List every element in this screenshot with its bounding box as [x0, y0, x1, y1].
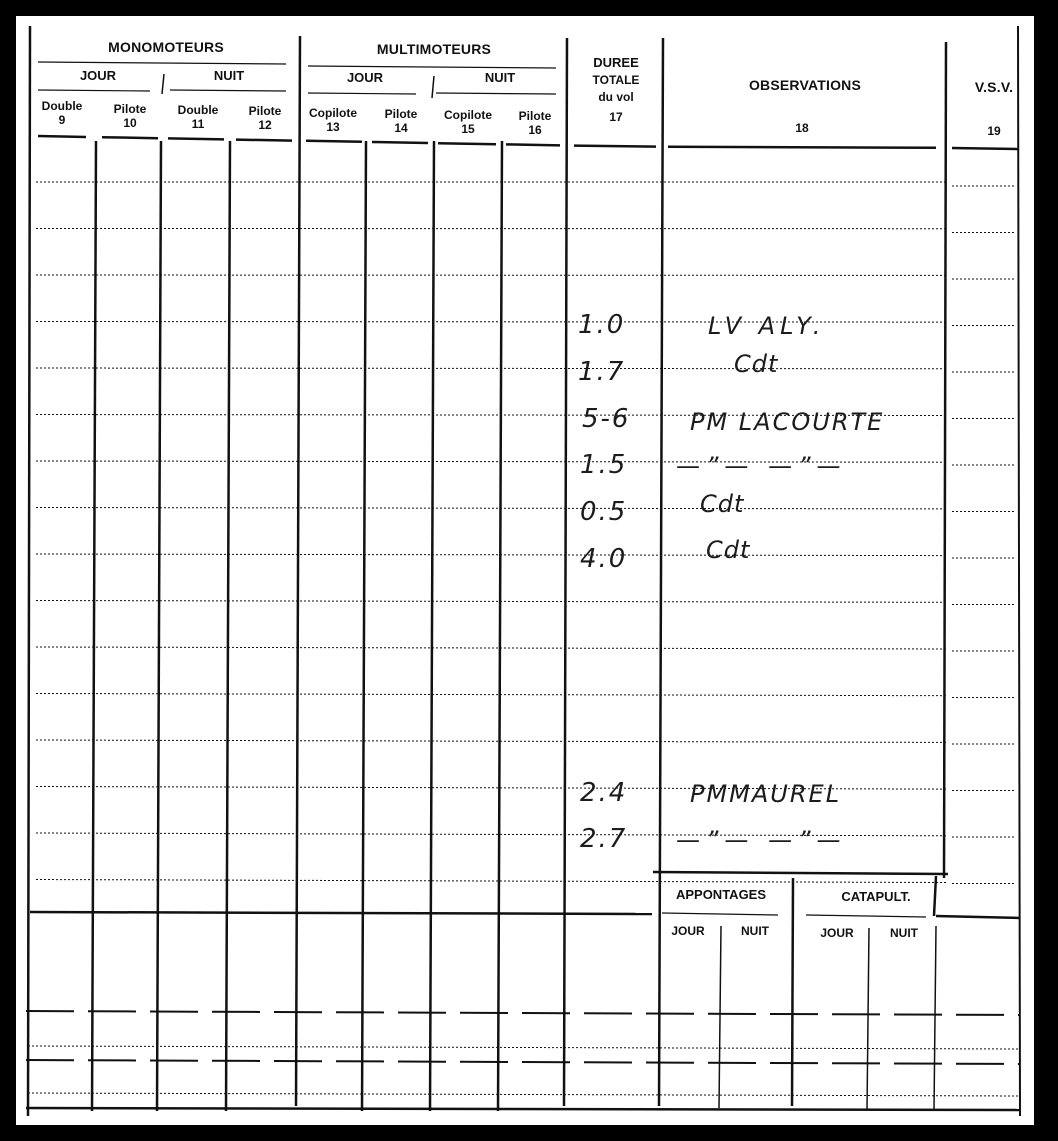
column-header-underline: [668, 147, 936, 148]
footer-dotted-line: [28, 1093, 1020, 1096]
col-header-11: Double 11: [177, 103, 219, 131]
entry-obs-4: —”— —”—: [676, 452, 847, 480]
col-header-9: Double 9: [41, 99, 83, 127]
subheader-underline: [436, 93, 556, 94]
footer-divider: [719, 926, 721, 1108]
footer-catapult-nuit: NUIT: [890, 926, 918, 940]
entry-duree-3: 5-6: [582, 404, 631, 434]
left-border: [28, 26, 30, 1116]
footer-separator: [936, 916, 1020, 918]
column-divider: [226, 141, 230, 1111]
column-header-underline: [438, 143, 496, 144]
header-multimoteurs: MULTIMOTEURS: [376, 41, 492, 57]
column-header-underline: [168, 138, 224, 139]
logbook-page: [16, 16, 1034, 1125]
entry-duree-6: 4.0: [580, 544, 628, 574]
divider-duree: [659, 38, 663, 1106]
header-vsv: V.S.V.: [974, 79, 1014, 95]
footer-dotted-line: [28, 1046, 1020, 1049]
footer-separator: [30, 912, 652, 914]
column-divider: [92, 141, 96, 1111]
col-header-18: 18: [795, 121, 809, 135]
group-divider-mono: [296, 36, 300, 1106]
column-header-underline: [952, 148, 1018, 149]
entry-duree-1: 1.0: [578, 310, 626, 340]
entry-ruling: [36, 694, 946, 696]
column-header-underline: [236, 140, 292, 141]
entry-duree-4: 1.5: [580, 450, 628, 480]
divider-observations: [944, 42, 946, 878]
footer-appontages-nuit: NUIT: [741, 924, 769, 938]
entry-ruling: [36, 508, 946, 509]
col-header-13: Copilote 13: [309, 106, 357, 134]
column-divider: [430, 141, 434, 1111]
subheader-divider: [432, 76, 434, 98]
subheader-underline: [308, 66, 556, 68]
col-header-10: Pilote 10: [113, 102, 147, 130]
entry-ruling: [36, 554, 946, 556]
entry-obs-1: LV ALY.: [708, 312, 826, 340]
header-duree-totale: DUREE TOTALE du vol 17: [592, 55, 640, 124]
entry-duree-2: 1.7: [578, 357, 626, 387]
footer-total-line: [26, 1011, 1020, 1015]
footer-catapult-jour: JOUR: [820, 926, 854, 940]
column-header-underline: [102, 137, 158, 138]
subheader-underline: [38, 90, 150, 91]
footer-appontages-jour: JOUR: [671, 924, 705, 938]
footer-box-underline: [662, 913, 778, 915]
footer-divider: [867, 928, 869, 1110]
col-header-15: Copilote 15: [444, 108, 492, 136]
footer-box-side: [934, 876, 936, 916]
entry-duree-8: 2.7: [580, 824, 628, 854]
column-divider: [498, 141, 502, 1111]
subheader-underline: [38, 62, 286, 64]
entry-obs-5: Cdt: [700, 490, 745, 518]
column-divider: [157, 141, 161, 1111]
header-mono-nuit: NUIT: [213, 68, 245, 83]
entry-ruling: [36, 740, 946, 742]
footer-box-divider: [792, 878, 793, 1106]
col-header-19: 19: [987, 124, 1001, 138]
entry-ruling: [36, 880, 946, 883]
header-catapult: CATAPULT.: [841, 889, 911, 904]
header-multi-jour: JOUR: [346, 70, 384, 85]
group-divider-multi: [564, 38, 567, 1106]
entry-ruling: [36, 601, 946, 603]
entry-ruling: [36, 647, 946, 649]
col-header-14: Pilote 14: [384, 107, 418, 135]
entry-duree-5: 0.5: [580, 497, 628, 527]
column-header-underline: [574, 146, 656, 147]
bottom-border: [26, 1108, 1020, 1110]
right-border: [1018, 26, 1020, 1116]
header-appontages: APPONTAGES: [675, 887, 767, 902]
footer-box-top: [653, 872, 948, 874]
subheader-divider: [162, 74, 164, 94]
subheader-underline: [170, 90, 286, 91]
header-monomoteurs: MONOMOTEURS: [108, 39, 224, 55]
entry-obs-7: PMMAUREL: [690, 780, 842, 808]
entry-obs-6: Cdt: [706, 536, 751, 564]
col-header-12: Pilote 12: [248, 104, 282, 132]
column-header-underline: [372, 142, 428, 143]
entry-obs-3: PM LACOURTE: [690, 408, 885, 436]
column-header-underline: [306, 141, 362, 142]
subheader-underline: [308, 93, 416, 94]
entry-duree-7: 2.4: [580, 778, 628, 808]
entry-obs-2: Cdt: [734, 350, 779, 378]
footer-box-underline: [806, 915, 926, 917]
header-multi-nuit: NUIT: [484, 70, 516, 85]
column-header-underline: [38, 136, 86, 137]
header-observations: OBSERVATIONS: [748, 77, 862, 93]
column-header-underline: [506, 144, 560, 145]
header-mono-jour: JOUR: [79, 68, 117, 83]
footer-divider: [934, 926, 936, 1110]
entry-obs-8: —”— —”—: [676, 826, 847, 854]
column-divider: [362, 141, 366, 1111]
footer-total-line: [26, 1060, 1020, 1064]
ruled-grid: [16, 16, 1034, 1125]
entry-ruling: [36, 368, 946, 369]
col-header-16: Pilote 16: [518, 109, 552, 137]
